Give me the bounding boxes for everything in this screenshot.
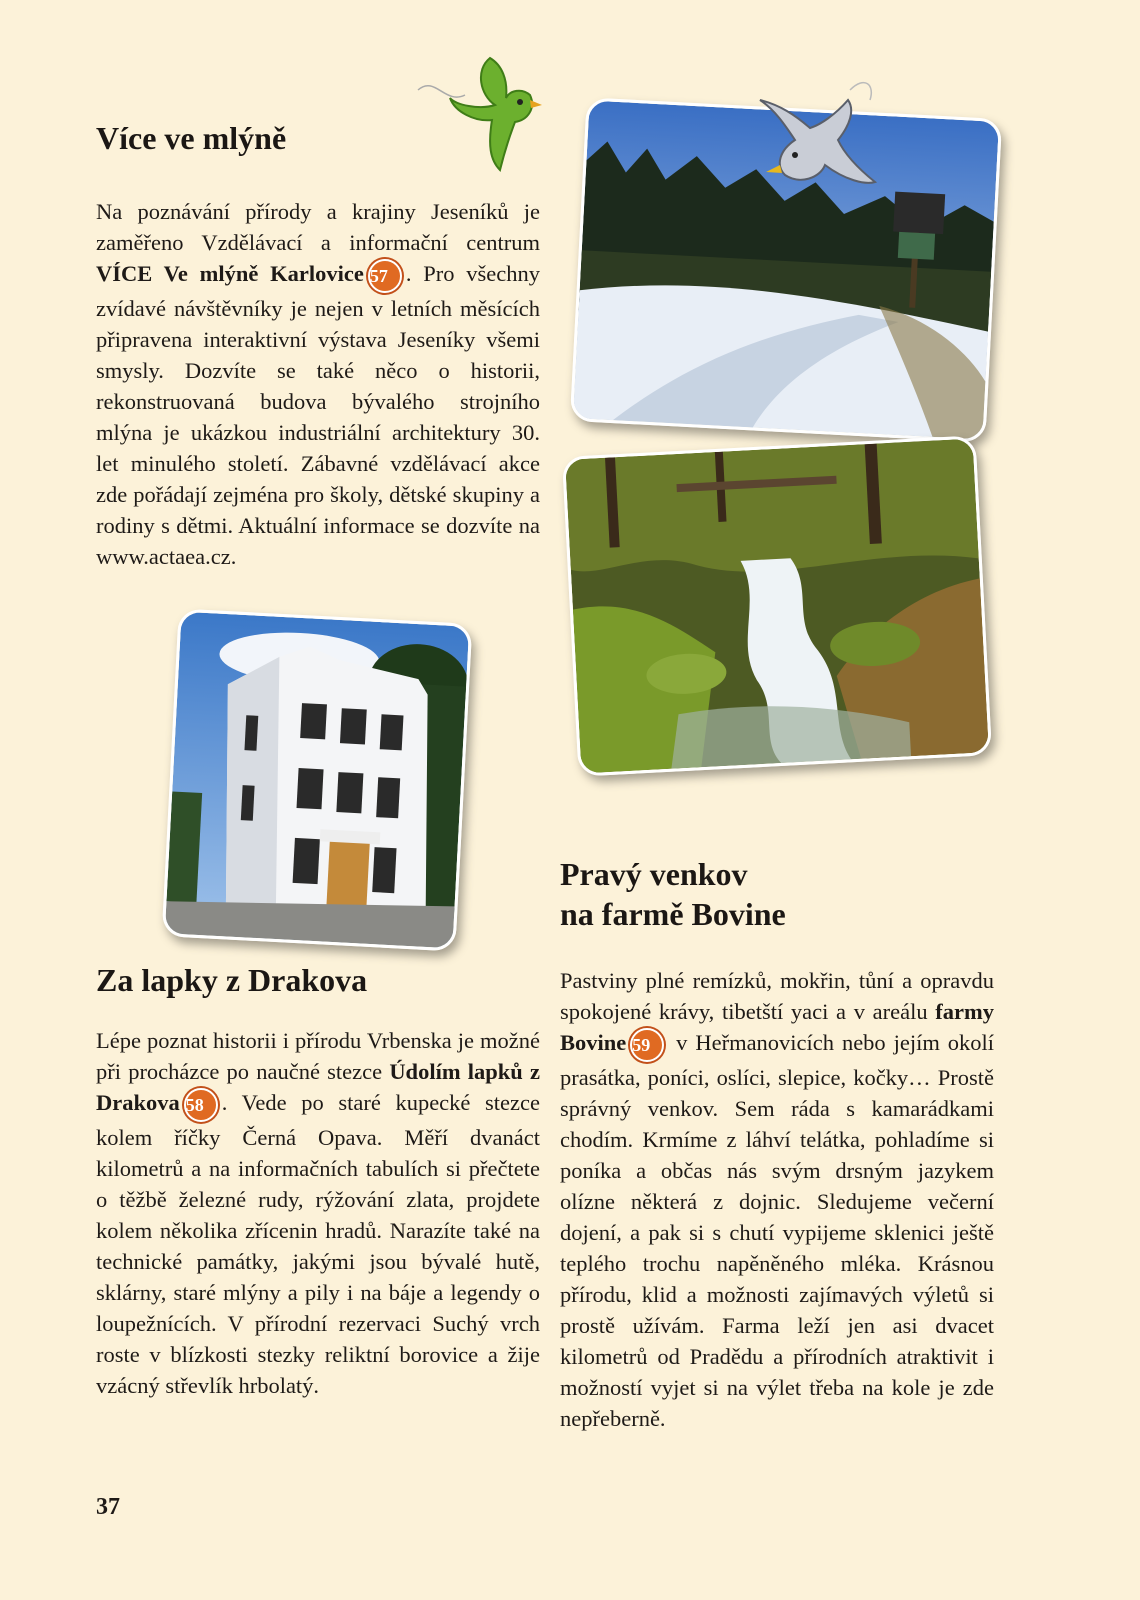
photo-white-mill-building <box>162 609 473 952</box>
location-badge: 58 <box>184 1088 218 1122</box>
trail-name: Údolím lapků z Drakova <box>96 1059 540 1115</box>
section-title-pravy-venkov <box>560 854 786 934</box>
page-number: 37 <box>96 1494 120 1520</box>
section-body-vice-ve-mlyne <box>96 196 540 572</box>
location-badge: 57 <box>368 259 402 293</box>
section-body-za-lapky-z-drakova <box>96 1025 540 1401</box>
title-line: Pravý venkov <box>560 856 748 892</box>
place-name: VÍCE Ve mlýně Karlovice <box>96 261 364 286</box>
section-title-za-lapky-z-drakova: Za lapky z Drakova <box>96 962 368 998</box>
body-text: Na poznávání přírody a krajiny Jeseníků je zaměřeno Vzdělávací a informační centrum <box>96 199 540 255</box>
farm-name: farmy Bovine <box>560 999 994 1055</box>
body-text: . Pro všechny zvídavé návštěvníky je nejen v letních měsících připravena interaktivní výstava Jeseníky všemi smysly. Dozvíte se také něco o historii, rekonstruovaná budova bývalého strojního mlýna je ukázkou industriální architektury 30. let minulého století. Zábavné vzdělávací akce zde pořádají zejména pro školy, dětské skupiny a rodiny s dětmi. Aktuální informace se dozvíte na www.actaea.cz. <box>96 261 540 569</box>
photo-forest-waterfall <box>562 435 992 776</box>
body-text: Lépe poznat historii i přírodu Vrbenska je možné při procházce po naučné stezce <box>96 1028 540 1084</box>
grey-bird-icon <box>750 70 890 200</box>
location-badge: 59 <box>630 1028 664 1062</box>
body-text: v Heřmanovicích nebo jejím okolí prasátka, poníci, oslíci, slepice, kočky… Prostě správný venkov. Sem ráda s kamarádkami chodím. Krmíme z láhví telátka, pohladíme si poníka a občas nás svým drsným jazykem olízne některá z dojnic. Sledujeme večerní dojení, a pak si s chutí vypijeme sklenici ještě teplého trochu napěněného mléka. Krásnou přírodu, klid a možnosti zajímavých výletů si prostě užívám. Farma leží jen asi dvacet kilometrů od Pradědu a přírodních atraktivit i možností vyjet si na výlet třeba na kole je zde nepřeberně. <box>560 1030 994 1431</box>
section-title-vice-ve-mlyne: Více ve mlýně <box>96 120 287 156</box>
green-bird-icon <box>410 50 550 175</box>
body-text: Pastviny plné remízků, mokřin, tůní a opravdu spokojené krávy, tibetští yaci a v areálu <box>560 968 994 1024</box>
body-text: . Vede po staré kupecké stezce kolem říčky Černá Opava. Měří dvanáct kilometrů a na informačních tabulích si přečtete o těžbě železné rudy, rýžování zlata, projdete kolem několika zřícenin hradů. Narazíte také na technické památky, jakými jsou bývalé hutě, sklárny, staré mlýny a pily i na báje a legendy o loupežnících. V přírodní rezervaci Suchý vrch roste v blízkosti stezky reliktní borovice a žije vzácný střevlík hrbolatý. <box>96 1090 540 1398</box>
title-line: na farmě Bovine <box>560 896 786 932</box>
section-body-pravy-venkov <box>560 965 994 1434</box>
